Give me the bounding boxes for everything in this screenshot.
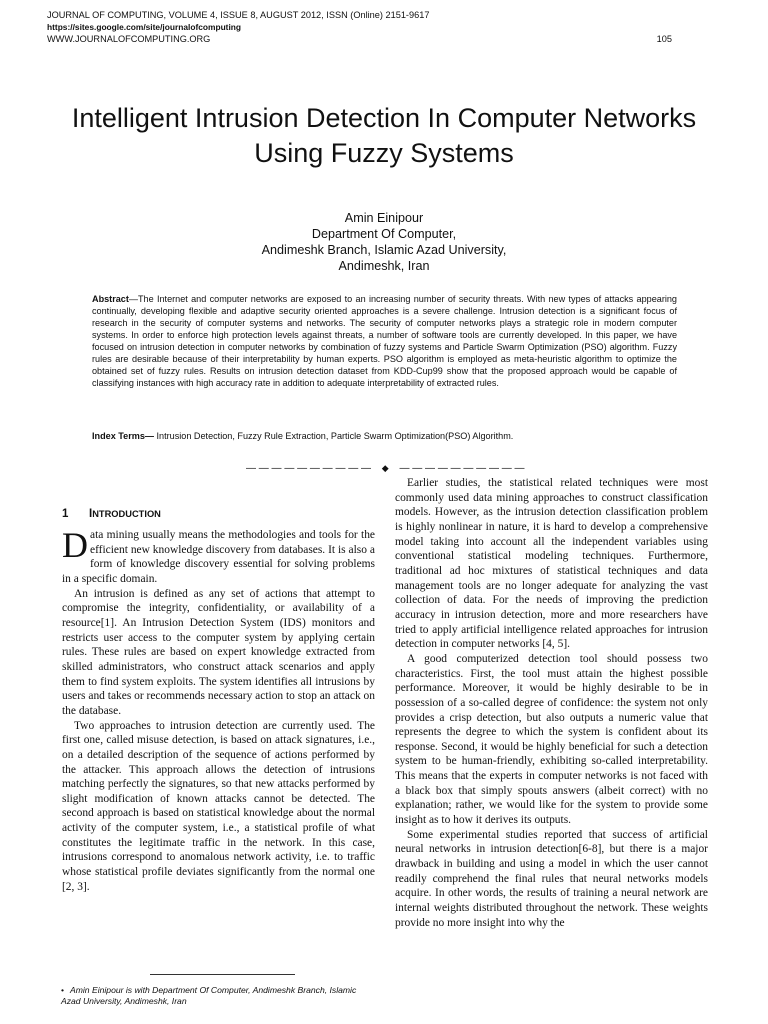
abstract-text: The Internet and computer networks are exposed to an increasing number of security threats. With new types of attacks appearing continually, developing flexible and adaptive security oriented approaches is a severe challenge. Intrusion detection is a significant focus of research in the security of computer systems and networks. The security of computer networks plays a strategic role in modern computer systems. In order to enforce high protection levels against threats, a number of software tools are currently developed. In this paper, we have focused on intrusion detection in computer networks by combination of fuzzy systems and Particle Swarm Optimization (PSO) algorithm. Fuzzy rules are desirable because of their interpretability by human experts. PSO algorithm is employed as meta-heuristic algorithm to optimize the obtained set of fuzzy rules. Results on intrusion detection dataset from KDD-Cup99 show that the proposed approach would be capable of classifying instances with high accuracy rate in addition to adequate interpretability of extracted rules.	[92, 294, 677, 389]
index-terms-text: Intrusion Detection, Fuzzy Rule Extraction, Particle Swarm Optimization(PSO) Algorithm.	[154, 431, 514, 441]
right-paragraph-1: Earlier studies, the statistical related techniques were most commonly used data mining approaches to construct classification models. However, as the intrusion detection classification problem is highly nonlinear in nature, it is hard to develop a comprehensive model taking into account all the independent variables using conventional statistical modeling techniques. Furthermore, traditional ad hoc mixtures of statistical techniques and data management tools are no longer adequate for analyzing the vast collection of data. For the needs of improving the prediction accuracy in intrusion detection, more and more researchers have tried to apply artificial intelligence related approaches for intrusion detection in computer networks [4, 5].	[395, 477, 708, 651]
author-block	[120, 210, 648, 274]
index-terms	[92, 430, 677, 442]
separator-right: — — — — — — — — — —	[399, 463, 525, 474]
paper-title: Intelligent Intrusion Detection In Computer Networks Using Fuzzy Systems	[71, 103, 697, 168]
author-footnote	[61, 985, 376, 1008]
index-terms-dash: —	[144, 431, 154, 441]
intro-paragraph-1	[62, 525, 375, 587]
section-number: 1	[62, 508, 69, 520]
separator-left: — — — — — — — — — —	[246, 463, 372, 474]
web-url[interactable]: WWW.JOURNALOFCOMPUTING.ORG	[47, 34, 211, 45]
left-column	[62, 525, 375, 894]
right-paragraph-3: Some experimental studies reported that success of artificial neural networks in intrusion detection[6-8], but there is a major drawback in building and using a model in which the user cannot readily comprehend the final rules that neural networks models acquire. In other words, the results of training a neural network are internal weights distributed throughout the network. These weights provide no more insight into why the	[395, 828, 708, 929]
abstract-dash: —	[128, 294, 138, 304]
intro-paragraph-3: Two approaches to intrusion detection are currently used. The first one, called misuse detection, is based on attack signatures, i.e., on a detailed description of the sequence of actions performed by the attacker. This approach allows the detection of intrusions matching perfectly the signatures, so that new attacks performed by slight modification of known attacks cannot be detected. The second approach is based on statistical knowledge about the normal activity of the computer system, i.e., a statistical profile of what constitutes the legitimate traffic in the network. In this case, intrusions correspond to anomalous network activity, i.e. to traffic whose statistical profile deviates significantly from the normal one [2, 3].	[62, 719, 375, 893]
site-url[interactable]: https://sites.google.com/site/journalofcomputing	[47, 22, 242, 33]
author-branch: Andimeshk Branch, Islamic Azad University,	[261, 243, 507, 257]
right-paragraph-2: A good computerized detection tool should possess two characteristics. First, the tool must attain the highest possible performance. Moreover, it would be highly desirable to be in possession of a so-called degree of confidence: the system not only provides a crisp detection, but also outputs a numeric value that represents the degree to which the system is confident about its response. Second, it would be highly beneficial for such a detection system to be human-friendly, exhibiting so-called interpretability. This means that the experts in computer networks is not faced with a black box that simply spouts answers (albeit correct) with no explanation; rather, we would like for the system to provide some insight as to how it derives its outputs.	[395, 652, 708, 827]
page-number: 105	[656, 34, 672, 44]
author-name: Amin Einipour	[344, 211, 424, 225]
author-department: Department Of Computer,	[311, 227, 457, 241]
section-heading	[62, 508, 161, 520]
intro-paragraph-2: An intrusion is defined as any set of actions that attempt to compromise the integrity, confidentiality, or availability of a resource[1]. An Intrusion Detection System (IDS) monitors and restricts user access to the computer system by applying certain rules. These rules are based on expert knowledge extracted from skilled administrators, who construct attack scenarios and apply them to find system exploits. The system identifies all intrusions by users and takes or recommends necessary action to stop an attack on the database.	[62, 587, 375, 717]
right-column	[395, 476, 708, 930]
section-title-rest: NTRODUCTION	[92, 509, 161, 519]
abstract-label: Abstract	[92, 294, 129, 304]
footnote-text: Department Of Computer, Andimeshk Branch, Islamic Azad University, Andimeshk, Iran	[61, 985, 357, 1007]
diamond-icon: ◆	[381, 463, 389, 473]
footnote-rule	[150, 974, 295, 975]
footnote-lead: Amin Einipour is with	[70, 985, 150, 995]
journal-line: JOURNAL OF COMPUTING, VOLUME 4, ISSUE 8, AUGUST 2012, ISSN (Online) 2151-9617	[47, 10, 430, 20]
index-terms-label: Index Terms	[92, 431, 145, 441]
intro-paragraph-1-text: ata mining usually means the methodologies and tools for the efficient new knowledge discovery from databases. It is also a form of knowledge discovery essential for solving problems in a specific domain.	[62, 529, 375, 585]
abstract	[92, 293, 677, 389]
drop-cap: D	[62, 525, 88, 565]
running-header	[47, 9, 672, 46]
bullet-icon: •	[61, 985, 65, 995]
author-location: Andimeshk, Iran	[338, 259, 430, 273]
section-title-initial: I	[89, 508, 93, 520]
